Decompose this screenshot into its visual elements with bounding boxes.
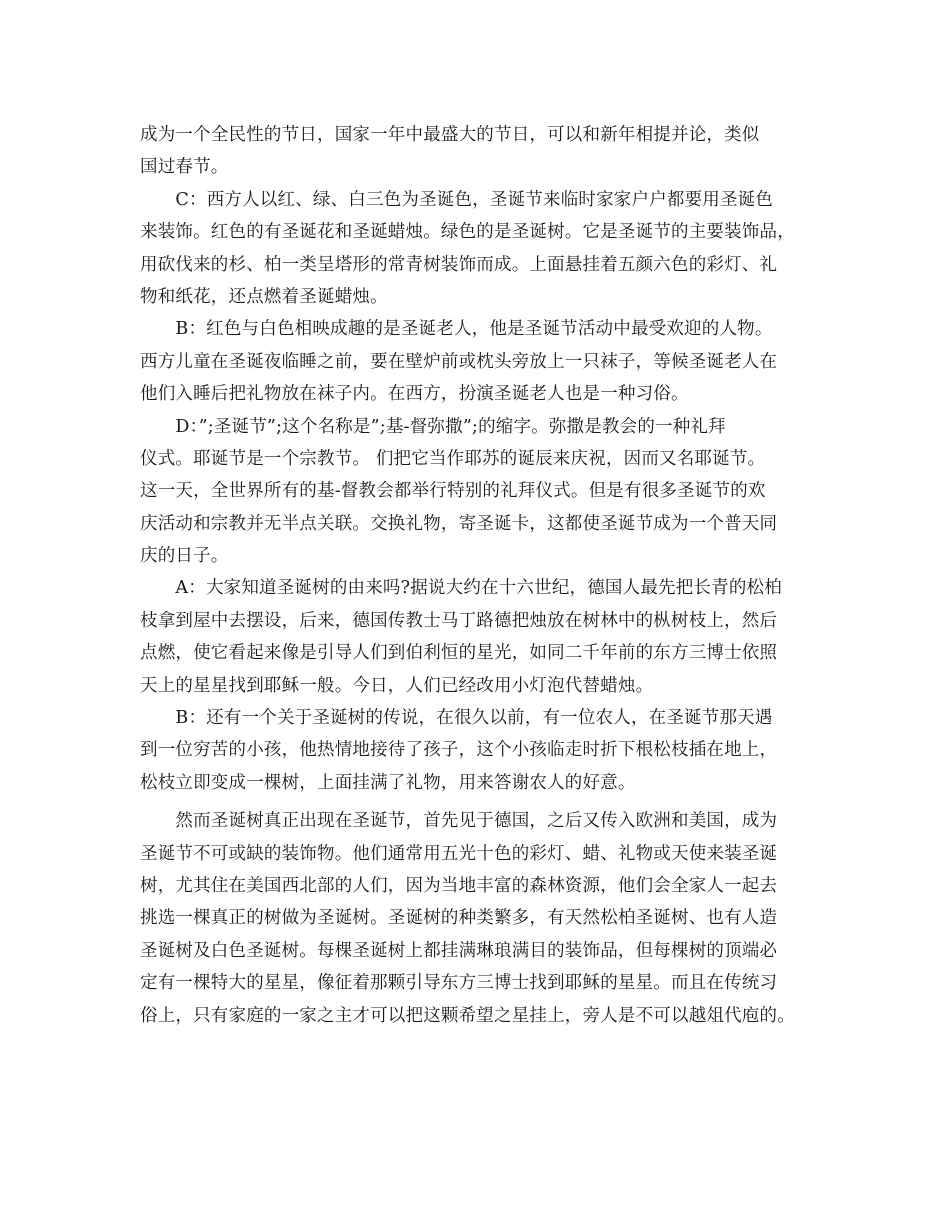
- text-line: 松枝立即变成一棵树，上面挂满了礼物，用来答谢农人的好意。: [140, 772, 636, 793]
- paragraph-1: [140, 119, 830, 184]
- text-line: 西方儿童在圣诞夜临睡之前，要在壁炉前或枕头旁放上一只袜子，等候圣诞老人在: [140, 351, 778, 372]
- text-line: 天上的星星找到耶稣一般。今日，人们已经改用小灯泡代替蜡烛。: [140, 675, 654, 696]
- text-line: 圣诞节不可或缺的装饰物。他们通常用五光十色的彩灯、蜡、礼物或天使来装圣诞: [140, 843, 778, 864]
- text-line: 庆活动和宗教并无半点关联。交换礼物，寄圣诞卡，这都使圣诞节成为一个普天同: [140, 513, 778, 534]
- text-line: C：西方人以红、绿、白三色为圣诞色，圣诞节来临时家家户户都要用圣诞色: [140, 189, 774, 210]
- text-line: 挑选一棵真正的树做为圣诞树。圣诞树的种类繁多，有天然松柏圣诞树、也有人造: [140, 908, 778, 929]
- text-line: 国过春节。: [140, 157, 229, 178]
- text-line: 树，尤其住在美国西北部的人们，因为当地丰富的森林资源，他们会全家人一起去: [140, 875, 778, 896]
- text-line: 定有一棵特大的星星，像征着那颗引导东方三博士找到耶稣的星星。而且在传统习: [140, 973, 778, 994]
- text-line: 点燃，使它看起来像是引导人们到伯利恒的星光，如同二千年前的东方三博士依照: [140, 643, 778, 664]
- body-text: [140, 119, 830, 1032]
- text-line: 这一天，全世界所有的基-督教会都举行特别的礼拜仪式。但是有很多圣诞节的欢: [140, 481, 766, 502]
- text-line: 物和纸花，还点燃着圣诞蜡烛。: [140, 286, 388, 307]
- paragraph-4: [140, 411, 830, 573]
- text-line: 俗上，只有家庭的一家之主才可以把这颗希望之星挂上，旁人是不可以越俎代庖的。: [140, 1005, 795, 1026]
- text-line: A：大家知道圣诞树的由来吗?据说大约在十六世纪，德国人最先把长青的松柏: [140, 578, 782, 599]
- paragraph-7: [140, 805, 830, 1032]
- text-line: 来装饰。红色的有圣诞花和圣诞蜡烛。绿色的是圣诞树。它是圣诞节的主要装饰品，: [140, 222, 795, 243]
- text-line: 到一位穷苦的小孩，他热情地接待了孩子，这个小孩临走时折下根松枝插在地上，: [140, 740, 778, 761]
- paragraph-5: [140, 572, 830, 702]
- paragraph-2: [140, 184, 830, 314]
- text-line: 枝拿到屋中去摆设，后来，德国传教士马丁路德把烛放在树林中的枞树枝上，然后: [140, 610, 778, 631]
- text-line: D：”;圣诞节”;这个名称是”;基-督弥撒”;的缩字。弥撒是教会的一种礼拜: [140, 416, 726, 437]
- text-line: 庆的日子。: [140, 546, 229, 567]
- paragraph-6: [140, 702, 830, 799]
- text-line: 用砍伐来的杉、柏一类呈塔形的常青树装饰而成。上面悬挂着五颜六色的彩灯、礼: [140, 254, 778, 275]
- text-line: 然而圣诞树真正出现在圣诞节，首先见于德国，之后又传入欧洲和美国，成为: [140, 811, 778, 832]
- text-line: B：还有一个关于圣诞树的传说，在很久以前，有一位农人，在圣诞节那天遇: [140, 708, 773, 729]
- text-line: 仪式。耶诞节是一个宗教节。 们把它当作耶苏的诞辰来庆祝，因而又名耶诞节。: [140, 448, 766, 469]
- text-line: 成为一个全民性的节日，国家一年中最盛大的节日，可以和新年相提并论，类似: [140, 125, 760, 145]
- text-line: 他们入睡后把礼物放在袜子内。在西方，扮演圣诞老人也是一种习俗。: [140, 384, 689, 405]
- text-line: 圣诞树及白色圣诞树。每棵圣诞树上都挂满琳琅满目的装饰品，但每棵树的顶端必: [140, 940, 778, 961]
- text-line: B：红色与白色相映成趣的是圣诞老人，他是圣诞节活动中最受欢迎的人物。: [140, 319, 773, 340]
- paragraph-3: [140, 313, 830, 410]
